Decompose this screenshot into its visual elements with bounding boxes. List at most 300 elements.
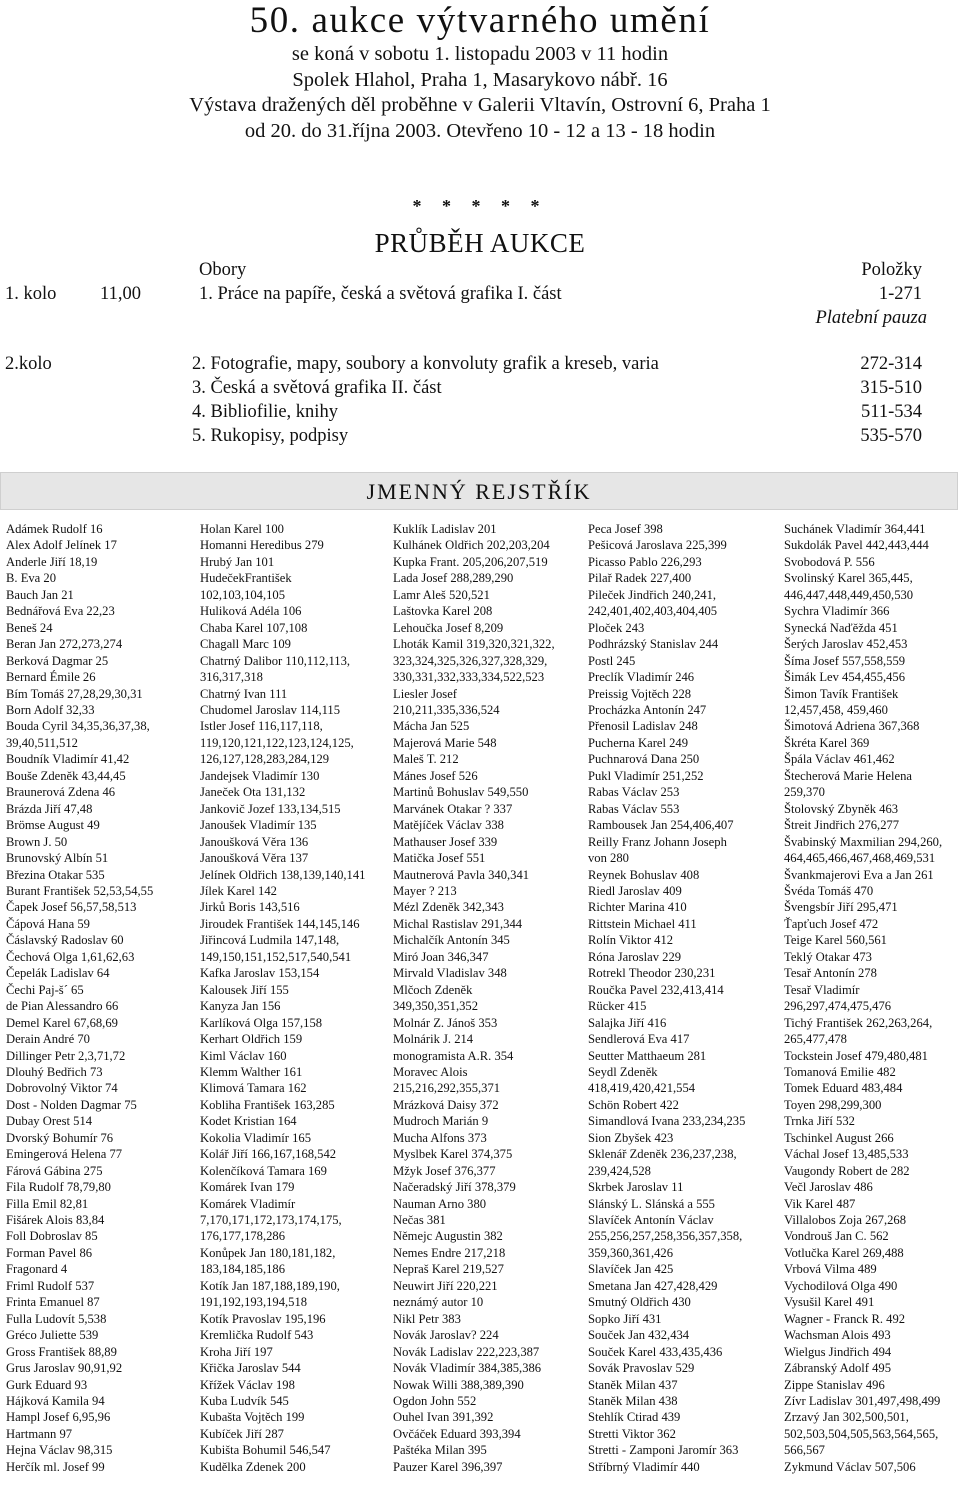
register-entry: Mlčoch Zdeněk xyxy=(393,982,473,997)
register-entry: Štolovský Zbyněk 463 xyxy=(784,801,899,816)
register-entry: 359,360,361,426 xyxy=(588,1245,674,1260)
register-entry: 464,465,466,467,468,469,531 xyxy=(784,851,936,866)
register-entry: Večl Jaroslav 486 xyxy=(784,1180,873,1195)
register-entry: Čepelák Ladislav 64 xyxy=(6,966,110,981)
register-entry: Herčík ml. Josef 99 xyxy=(6,1459,105,1474)
register-entry: Fila Rudolf 78,79,80 xyxy=(6,1180,111,1195)
register-entry: Komárek Ivan 179 xyxy=(200,1180,295,1195)
register-entry: Mánes Josef 526 xyxy=(393,768,478,783)
register-entry: 183,184,185,186 xyxy=(200,1262,286,1277)
payment-pause: Platební pauza xyxy=(815,308,927,328)
register-entry: Komárek Vladimír xyxy=(200,1196,296,1211)
register-entry: Postl 245 xyxy=(588,653,636,668)
register-entry: Šimák Lev 454,455,456 xyxy=(784,670,906,685)
register-entry: Liesler Josef xyxy=(393,686,457,701)
register-entry: 126,127,128,283,284,129 xyxy=(200,752,330,767)
register-entry: Vychodilová Olga 490 xyxy=(784,1278,898,1293)
register-entry: Miró Joan 346,347 xyxy=(393,949,489,964)
register-entry: Mžyk Josef 376,377 xyxy=(393,1163,496,1178)
register-entry: Suchánek Vladimír 364,441 xyxy=(784,522,926,536)
register-entry: Jandejsek Vladimír 130 xyxy=(200,768,320,783)
register-entry: Mudroch Marián 9 xyxy=(393,1114,489,1129)
register-entry: Born Adolf 32,33 xyxy=(6,702,95,717)
register-entry: Kudělka Zdenek 200 xyxy=(200,1459,306,1474)
register-entry: Chatrný Ivan 111 xyxy=(200,686,288,701)
register-entry: 242,401,402,403,404,405 xyxy=(588,604,718,619)
register-entry: 349,350,351,352 xyxy=(393,999,479,1014)
register-entry: Preissig Vojtěch 228 xyxy=(588,686,692,701)
register-entry: Špála Václav 461,462 xyxy=(784,752,895,767)
register-entry: Vondrouš Jan C. 562 xyxy=(784,1229,889,1244)
register-entry: Hrubý Jan 101 xyxy=(200,554,275,569)
schedule-heading: PRŮBĚH AUKCE xyxy=(374,228,586,258)
register-entry: 102,103,104,105 xyxy=(200,587,286,602)
register-entry: Kotík Jan 187,188,189,190, xyxy=(200,1278,340,1293)
register-entry: Lamr Aleš 520,521 xyxy=(393,587,490,602)
register-entry: Nečas 381 xyxy=(393,1213,446,1228)
register-entry: Tichý František 262,263,264, xyxy=(784,1015,933,1030)
register-entry: Brömse August 49 xyxy=(6,818,100,833)
register-entry: Rotrekl Theodor 230,231 xyxy=(588,966,716,981)
register-entry: Derain André 70 xyxy=(6,1032,90,1047)
register-entry: 330,331,332,333,334,522,523 xyxy=(393,670,545,685)
register-entry: Staněk Milan 437 xyxy=(588,1377,678,1392)
register-column xyxy=(393,521,578,1475)
register-entry: Bouše Zdeněk 43,44,45 xyxy=(6,768,126,783)
register-entry: Chaba Karel 107,108 xyxy=(200,620,308,635)
intro-line: Spolek Hlahol, Praha 1, Masarykovo nábř. 16 xyxy=(292,68,668,91)
register-entry: Toyen 298,299,300 xyxy=(784,1097,882,1112)
register-entry: Anderle Jiří 18,19 xyxy=(6,554,98,569)
register-entry: Tomek Eduard 483,484 xyxy=(784,1081,903,1096)
register-entry: 149,150,151,152,517,540,541 xyxy=(200,949,352,964)
register-entry: Jílek Karel 142 xyxy=(200,883,277,898)
register-entry: Kulhánek Oldřich 202,203,204 xyxy=(393,538,550,553)
register-entry: Molnárik J. 214 xyxy=(393,1032,474,1047)
register-entry: Jankovič Jozef 133,134,515 xyxy=(200,801,341,816)
register-entry: Brunovský Albín 51 xyxy=(6,851,109,866)
register-entry: 12,457,458, 459,460 xyxy=(784,702,888,717)
auction-title: 50. aukce výtvarného umění xyxy=(249,0,711,41)
register-title: JMENNÝ REJSTŘÍK xyxy=(366,479,592,504)
register-entry: Puchnarová Dana 250 xyxy=(588,752,700,767)
register-entry: Zábranský Adolf 495 xyxy=(784,1361,892,1376)
register-entry: Stehlík Ctirad 439 xyxy=(588,1410,681,1425)
register-entry: Nikl Petr 383 xyxy=(393,1311,461,1326)
register-entry: Peca Josef 398 xyxy=(588,522,663,536)
register-entry: neznámý autor 10 xyxy=(393,1295,484,1310)
register-entry: Novák Ladislav 222,223,387 xyxy=(393,1344,540,1359)
register-entry: Kobliha František 163,285 xyxy=(200,1097,335,1112)
register-entry: Švengsbír Jiří 295,471 xyxy=(784,900,898,915)
round1-item: 1. Práce na papíře, česká a světová grafika I. část xyxy=(199,284,562,304)
register-entry: Slavíček Antonín Václav xyxy=(588,1213,714,1228)
intro-line: od 20. do 31.října 2003. Otevřeno 10 - 12 a 13 - 18 hodin xyxy=(244,119,716,142)
register-banner xyxy=(0,472,958,510)
register-entry: Mayer ? 213 xyxy=(393,883,457,898)
register-entry: Laštovka Karel 208 xyxy=(393,604,493,619)
register-entry: Slavíček Jan 425 xyxy=(588,1262,674,1277)
register-entry: Ťapťuch Josef 472 xyxy=(784,916,879,931)
register-entry: Karlíková Olga 157,158 xyxy=(200,1015,323,1030)
register-entry: 296,297,474,475,476 xyxy=(784,999,892,1014)
register-entry: Fragonard 4 xyxy=(6,1262,68,1277)
register-entry: Sklenář Zdeněk 236,237,238, xyxy=(588,1147,737,1162)
register-entry: Kiml Václav 160 xyxy=(200,1048,287,1063)
register-entry: Zippe Stanislav 496 xyxy=(784,1377,885,1392)
register-entry: Janeček Ota 131,132 xyxy=(200,785,306,800)
register-entry: Pauzer Karel 396,397 xyxy=(393,1459,503,1474)
register-entry: Nepraš Karel 219,527 xyxy=(393,1262,504,1277)
register-entry: Vrbová Vilma 489 xyxy=(784,1262,877,1277)
register-entry: 191,192,193,194,518 xyxy=(200,1295,308,1310)
register-column xyxy=(588,521,773,1475)
round2-label: 2.kolo xyxy=(5,354,52,374)
register-entry: Ouhel Ivan 391,392 xyxy=(393,1410,494,1425)
register-entry: Jirků Boris 143,516 xyxy=(200,900,300,915)
register-entry: Mucha Alfons 373 xyxy=(393,1130,487,1145)
round2-item: 3. Česká a světová grafika II. část xyxy=(192,378,442,398)
register-entry: Sukdolák Pavel 442,443,444 xyxy=(784,538,929,553)
register-entry: 502,503,504,505,563,564,565, xyxy=(784,1426,939,1441)
register-entry: Mautnerová Pavla 340,341 xyxy=(393,867,530,882)
register-entry: Sovák Pravoslav 529 xyxy=(588,1361,695,1376)
register-entry: Staněk Milan 438 xyxy=(588,1394,678,1409)
intro-line: Výstava dražených děl proběhne v Galerii Vltavín, Ostrovní 6, Praha 1 xyxy=(189,94,771,116)
obory-label: Obory xyxy=(199,260,247,280)
register-entry: Kubíček Jiří 287 xyxy=(200,1426,284,1441)
register-entry: Švankmajerovi Eva a Jan 261 xyxy=(784,867,934,882)
register-entry: Synecká Naďěžda 451 xyxy=(784,620,898,635)
round1-range: 1-271 xyxy=(878,284,922,304)
register-entry: Načeradský Jiří 378,379 xyxy=(393,1180,516,1195)
register-entry: Fulla Ludovít 5,538 xyxy=(6,1311,107,1326)
register-entry: Novák Jaroslav? 224 xyxy=(393,1328,499,1343)
register-entry: Smutný Oldřich 430 xyxy=(588,1295,691,1310)
register-entry: Čáslavský Radoslav 60 xyxy=(6,933,124,948)
register-entry: Jiřincová Ludmila 147,148, xyxy=(200,933,340,948)
register-entry: Stretti - Zamponi Jaromír 363 xyxy=(588,1443,739,1458)
register-entry: Huliková Adéla 106 xyxy=(200,604,302,619)
register-entry: Březina Otakar 535 xyxy=(6,867,105,882)
register-entry: Tesař Vladimír xyxy=(784,982,860,997)
register-column xyxy=(784,521,960,1475)
register-entry: Kolenčíková Tamara 169 xyxy=(200,1163,327,1178)
register-entry: Stříbrný Vladimír 440 xyxy=(588,1459,700,1474)
register-entry: Foll Dobroslav 85 xyxy=(6,1229,98,1244)
register-entry: Váchal Josef 13,485,533 xyxy=(784,1147,909,1162)
register-entry: Kokolia Vladimír 165 xyxy=(200,1130,312,1145)
register-entry: Mácha Jan 525 xyxy=(393,719,470,734)
register-entry: Homanni Heredibus 279 xyxy=(200,538,324,553)
register-entry: Braunerová Zdena 46 xyxy=(6,785,116,800)
round2-range: 535-570 xyxy=(860,426,922,446)
register-entry: Istler Josef 116,117,118, xyxy=(200,719,323,734)
register-entry: Michal Rastislav 291,344 xyxy=(393,916,523,931)
register-entry: Chagall Marc 109 xyxy=(200,637,291,652)
intro-line: se koná v sobotu 1. listopadu 2003 v 11 hodin xyxy=(291,43,669,65)
register-entry: Hejna Václav 98,315 xyxy=(6,1443,113,1458)
register-entry: Kolář Jiří 166,167,168,542 xyxy=(200,1147,337,1162)
register-entry: Burant František 52,53,54,55 xyxy=(6,883,154,898)
register-entry: Ovčáček Eduard 393,394 xyxy=(393,1426,521,1441)
register-entry: Pileček Jindřich 240,241, xyxy=(588,587,717,602)
register-entry: Friml Rudolf 537 xyxy=(6,1278,95,1293)
register-entry: Bím Tomáš 27,28,29,30,31 xyxy=(6,686,143,701)
register-entry: B. Eva 20 xyxy=(6,571,57,586)
register-entry: Villalobos Zoja 267,268 xyxy=(784,1213,907,1228)
register-entry: Martinů Bohuslav 549,550 xyxy=(393,785,529,800)
register-entry: Adámek Rudolf 16 xyxy=(6,522,103,536)
register-entry: Mézl Zdeněk 342,343 xyxy=(393,900,504,915)
register-entry: Róna Jaroslav 229 xyxy=(588,949,682,964)
register-entry: Němejc Augustin 382 xyxy=(393,1229,503,1244)
register-entry: 316,317,318 xyxy=(200,670,263,685)
round2-item: 2. Fotografie, mapy, soubory a konvoluty grafik a kreseb, varia xyxy=(192,354,659,374)
register-entry: Novák Vladimír 384,385,386 xyxy=(393,1361,542,1376)
register-entry: Rolín Viktor 412 xyxy=(588,933,674,948)
register-entry: Marvánek Otakar ? 337 xyxy=(393,801,513,816)
register-entry: Kanyza Jan 156 xyxy=(200,999,281,1014)
register-entry: Křička Jaroslav 544 xyxy=(200,1361,301,1376)
register-entry: Kroha Jiří 197 xyxy=(200,1344,273,1359)
register-entry: Janoušková Věra 137 xyxy=(200,851,309,866)
register-entry: Holan Karel 100 xyxy=(200,522,284,536)
register-entry: Dost - Nolden Dagmar 75 xyxy=(6,1097,137,1112)
register-entry: Švéda Tomáš 470 xyxy=(784,883,874,898)
register-entry: Emingerová Helena 77 xyxy=(6,1147,123,1162)
register-entry: Konůpek Jan 180,181,182, xyxy=(200,1245,336,1260)
auction-intro xyxy=(0,42,960,144)
register-entry: Šíma Josef 557,558,559 xyxy=(784,653,906,668)
register-entry: Michalčík Antonín 345 xyxy=(393,933,510,948)
register-entry: Svolinský Karel 365,445, xyxy=(784,571,913,586)
register-entry: Janoušková Věra 136 xyxy=(200,834,309,849)
register-entry: Rambousek Jan 254,406,407 xyxy=(588,818,734,833)
register-entry: Grus Jaroslav 90,91,92 xyxy=(6,1361,123,1376)
register-entry: Rücker 415 xyxy=(588,999,647,1014)
register-entry: Moravec Alois xyxy=(393,1064,468,1079)
register-entry: Ogdon John 552 xyxy=(393,1394,477,1409)
register-entry: Beneš 24 xyxy=(6,620,53,635)
register-entry: Matička Josef 551 xyxy=(393,851,486,866)
register-entry: HudečekFrantišek xyxy=(200,571,292,586)
register-entry: Mirvald Vladislav 348 xyxy=(393,966,507,981)
round2-range: 272-314 xyxy=(860,354,922,374)
register-entry: Jiroudek František 144,145,146 xyxy=(200,916,360,931)
register-entry: Kubišta Bohumil 546,547 xyxy=(200,1443,331,1458)
round2-item: 4. Bibliofilie, knihy xyxy=(192,402,338,422)
register-column xyxy=(200,521,385,1475)
register-entry: Majerová Marie 548 xyxy=(393,735,497,750)
register-entry: von 280 xyxy=(588,851,629,866)
register-entry: Kubašta Vojtěch 199 xyxy=(200,1410,305,1425)
register-entry: Gross František 88,89 xyxy=(6,1344,117,1359)
round1-time: 11,00 xyxy=(100,284,141,304)
register-entry: Sychra Vladimír 366 xyxy=(784,604,890,619)
register-entry: Wielgus Jindřich 494 xyxy=(784,1344,892,1359)
register-entry: Klemm Walther 161 xyxy=(200,1064,303,1079)
register-entry: Dlouhý Bedřich 73 xyxy=(6,1064,103,1079)
register-entry: Hartmann 97 xyxy=(6,1426,73,1441)
register-entry: Tomanová Emilie 482 xyxy=(784,1064,896,1079)
register-entry: Stretti Viktor 362 xyxy=(588,1426,676,1441)
register-entry: 119,120,121,122,123,124,125, xyxy=(200,735,354,750)
register-entry: Janoušek Vladimír 135 xyxy=(200,818,317,833)
register-entry: Fárová Gábina 275 xyxy=(6,1163,103,1178)
register-entry: 323,324,325,326,327,328,329, xyxy=(393,653,548,668)
register-entry: 7,170,171,172,173,174,175, xyxy=(200,1213,342,1228)
register-entry: 259,370 xyxy=(784,785,825,800)
register-entry: Reynek Bohuslav 408 xyxy=(588,867,700,882)
register-entry: Rabas Václav 253 xyxy=(588,785,680,800)
register-entry: Dvorský Bohumír 76 xyxy=(6,1130,114,1145)
register-entry: Picasso Pablo 226,293 xyxy=(588,554,702,569)
register-entry: Gréco Juliette 539 xyxy=(6,1328,99,1343)
register-entry: Brown J. 50 xyxy=(6,834,68,849)
register-entry: 176,177,178,286 xyxy=(200,1229,286,1244)
register-entry: Svobodová P. 556 xyxy=(784,554,875,569)
register-entry: Preclík Vladimír 246 xyxy=(588,670,695,685)
register-entry: Salajka Jiří 416 xyxy=(588,1015,667,1030)
register-entry: Sopko Jiří 431 xyxy=(588,1311,662,1326)
register-entry: Votlučka Karel 269,488 xyxy=(784,1245,904,1260)
register-entry: Dobrovolný Viktor 74 xyxy=(6,1081,118,1096)
register-entry: Trnka Jiří 532 xyxy=(784,1114,855,1129)
register-entry: Tockstein Josef 479,480,481 xyxy=(784,1048,928,1063)
register-entry: Nowak Willi 388,389,390 xyxy=(393,1377,524,1392)
register-entry: Teige Karel 560,561 xyxy=(784,933,887,948)
register-entry: Seutter Matthaeum 281 xyxy=(588,1048,707,1063)
register-entry: Jelínek Oldřich 138,139,140,141 xyxy=(200,867,366,882)
round2-range: 315-510 xyxy=(860,378,922,398)
register-entry: Rabas Václav 553 xyxy=(588,801,680,816)
register-entry: Kupka Frant. 205,206,207,519 xyxy=(393,554,548,569)
register-entry: Myslbek Karel 374,375 xyxy=(393,1147,513,1162)
register-entry: Čechová Olga 1,61,62,63 xyxy=(6,949,135,964)
register-entry: Dubay Orest 514 xyxy=(6,1114,93,1129)
register-entry: Podhrázský Stanislav 244 xyxy=(588,637,719,652)
register-entry: Rittstein Michael 411 xyxy=(588,916,697,931)
register-entry: Richter Marina 410 xyxy=(588,900,687,915)
register-entry: Bernard Émile 26 xyxy=(6,670,96,685)
register-entry: Forman Pavel 86 xyxy=(6,1245,93,1260)
register-entry: Demel Karel 67,68,69 xyxy=(6,1015,118,1030)
register-entry: Lhoták Kamil 319,320,321,322, xyxy=(393,637,555,652)
register-entry: Kuklík Ladislav 201 xyxy=(393,522,497,536)
register-entry: 210,211,335,336,524 xyxy=(393,702,500,717)
register-entry: Šimotová Adriena 367,368 xyxy=(784,719,920,734)
register-entry: Přenosil Ladislav 248 xyxy=(588,719,698,734)
register-entry: Pucherna Karel 249 xyxy=(588,735,689,750)
register-entry: Nemes Endre 217,218 xyxy=(393,1245,506,1260)
register-entry: Fišárek Alois 83,84 xyxy=(6,1213,105,1228)
register-entry: 418,419,420,421,554 xyxy=(588,1081,696,1096)
round2-range: 511-534 xyxy=(861,402,922,422)
register-entry: Kuba Ludvík 545 xyxy=(200,1394,289,1409)
register-entry: 265,477,478 xyxy=(784,1032,847,1047)
register-entry: Hampl Josef 6,95,96 xyxy=(6,1410,111,1425)
register-entry: Kafka Jaroslav 153,154 xyxy=(200,966,320,981)
register-entry: Teklý Otakar 473 xyxy=(784,949,872,964)
register-entry: Kerhart Oldřich 159 xyxy=(200,1032,303,1047)
register-entry: Berková Dagmar 25 xyxy=(6,653,109,668)
round1-label: 1. kolo xyxy=(5,284,57,304)
register-entry: Kodet Kristian 164 xyxy=(200,1114,297,1129)
register-entry: Kremlička Rudolf 543 xyxy=(200,1328,314,1343)
register-entry: Tschinkel August 266 xyxy=(784,1130,894,1145)
register-entry: Vysušil Karel 491 xyxy=(784,1295,875,1310)
register-entry: Čapek Josef 56,57,58,513 xyxy=(6,900,137,915)
register-entry: Čechi Paj-š´ 65 xyxy=(6,982,84,997)
register-entry: Vaugondy Robert de 282 xyxy=(784,1163,910,1178)
register-entry: Zrzavý Jan 302,500,501, xyxy=(784,1410,909,1425)
register-entry: Štecherová Marie Helena xyxy=(784,768,912,783)
register-entry: Boudník Vladimír 41,42 xyxy=(6,752,130,767)
register-entry: Roučka Pavel 232,413,414 xyxy=(588,982,724,997)
register-entry: Švabinský Maxmilian 294,260, xyxy=(784,834,943,849)
register-entry: Bouda Cyril 34,35,36,37,38, xyxy=(6,719,150,734)
register-entry: de Pian Alessandro 66 xyxy=(6,999,119,1014)
register-entry: Mrázková Daisy 372 xyxy=(393,1097,499,1112)
register-entry: Kotík Pravoslav 195,196 xyxy=(200,1311,326,1326)
register-entry: monogramista A.R. 354 xyxy=(393,1048,514,1063)
register-entry: Procházka Antonín 247 xyxy=(588,702,707,717)
register-entry: Gurk Eduard 93 xyxy=(6,1377,88,1392)
register-entry: Schön Robert 422 xyxy=(588,1097,679,1112)
register-entry: Slánský L. Slánská a 555 xyxy=(588,1196,715,1211)
register-entry: Nauman Arno 380 xyxy=(393,1196,487,1211)
register-entry: Kalousek Jiří 155 xyxy=(200,982,289,997)
register-entry: Ploček 243 xyxy=(588,620,645,635)
register-entry: Mathauser Josef 339 xyxy=(393,834,498,849)
register-entry: Lehoučka Josef 8,209 xyxy=(393,620,504,635)
register-entry: Tesař Antonín 278 xyxy=(784,966,877,981)
register-entry: Sion Zbyšek 423 xyxy=(588,1130,674,1145)
register-entry: Alex Adolf Jelínek 17 xyxy=(6,538,117,553)
register-entry: Šimon Tavík František xyxy=(784,686,899,701)
register-entry: Škréta Karel 369 xyxy=(784,735,870,750)
register-entry: Beran Jan 272,273,274 xyxy=(6,637,123,652)
register-entry: Souček Karel 433,435,436 xyxy=(588,1344,723,1359)
register-entry: Filla Emil 82,81 xyxy=(6,1196,89,1211)
register-entry: Lada Josef 288,289,290 xyxy=(393,571,514,586)
register-entry: Pešicová Jaroslava 225,399 xyxy=(588,538,727,553)
register-entry: Wachsman Alois 493 xyxy=(784,1328,891,1343)
register-entry: Paštéka Milan 395 xyxy=(393,1443,487,1458)
register-entry: Maleš T. 212 xyxy=(393,752,459,767)
register-entry: Zívr Ladislav 301,497,498,499 xyxy=(784,1394,941,1409)
register-entry: Zykmund Václav 507,506 xyxy=(784,1459,916,1474)
register-entry: Brázda Jiří 47,48 xyxy=(6,801,93,816)
register-entry: 239,424,528 xyxy=(588,1163,651,1178)
register-entry: Skrbek Jaroslav 11 xyxy=(588,1180,684,1195)
register-entry: Pukl Vladimír 251,252 xyxy=(588,768,704,783)
round2-item: 5. Rukopisy, podpisy xyxy=(192,426,349,446)
register-entry: Neuwirt Jiří 220,221 xyxy=(393,1278,498,1293)
register-entry: Riedl Jaroslav 409 xyxy=(588,883,682,898)
register-entry: 566,567 xyxy=(784,1443,825,1458)
register-entry: Seydl Zdeněk xyxy=(588,1064,658,1079)
register-entry: Šerých Jaroslav 452,453 xyxy=(784,637,908,652)
register-entry: Molnár Z. Jánoš 353 xyxy=(393,1015,498,1030)
polozky-label: Položky xyxy=(861,260,922,280)
register-entry: Štreit Jindřich 276,277 xyxy=(784,818,900,833)
register-entry: 446,447,448,449,450,530 xyxy=(784,587,914,602)
register-entry: Vik Karel 487 xyxy=(784,1196,856,1211)
register-entry: Křížek Václav 198 xyxy=(200,1377,295,1392)
register-entry: Bauch Jan 21 xyxy=(6,587,74,602)
